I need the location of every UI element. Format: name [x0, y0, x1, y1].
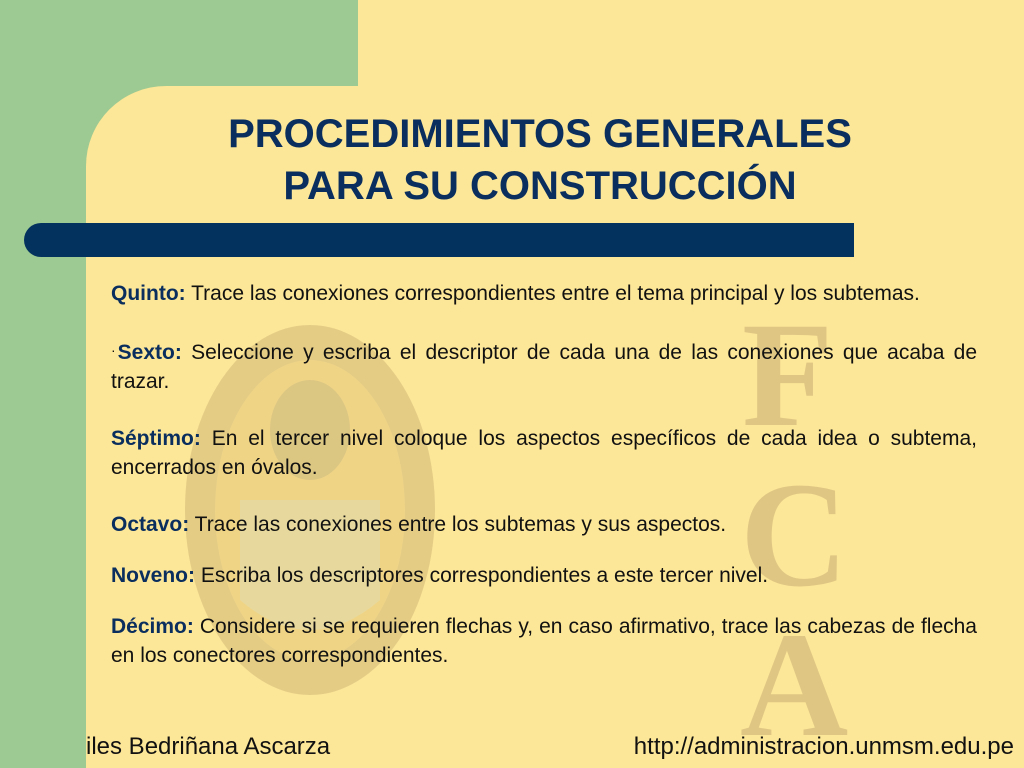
step-label: Quinto:	[111, 282, 186, 305]
step-decimo	[111, 612, 977, 670]
left-green-strip	[0, 0, 86, 768]
step-text: Trace las conexiones entre los subtemas y sus aspectos.	[189, 513, 727, 536]
step-noveno	[111, 561, 977, 590]
step-text: Trace las conexiones correspondientes entre el tema principal y los subtemas.	[185, 282, 920, 305]
title-line-1: PROCEDIMIENTOS GENERALES	[228, 112, 852, 156]
step-quinto	[111, 279, 977, 308]
title-divider-bar	[24, 223, 854, 257]
step-label: Sexto:	[117, 341, 182, 364]
step-sexto	[111, 336, 977, 396]
top-green-band	[0, 0, 358, 86]
title-line-2: PARA SU CONSTRUCCIÓN	[283, 164, 797, 208]
step-text: En el tercer nivel coloque los aspectos específicos de cada idea o subtema, encerrados en óvalos.	[111, 427, 977, 479]
step-label: Octavo:	[111, 513, 190, 536]
step-octavo	[111, 510, 977, 539]
step-text: Seleccione y escriba el descriptor de cada una de las conexiones que acaba de trazar.	[111, 341, 977, 393]
step-text: Considere si se requieren flechas y, en caso afirmativo, trace las cabezas de flecha en los conectores correspondientes.	[111, 615, 977, 667]
steps-list	[111, 279, 977, 698]
step-septimo	[111, 424, 977, 482]
watermark-letter-f: F	[742, 292, 834, 458]
watermark-letter-c: C	[740, 452, 849, 618]
footer-url[interactable]: http://administracion.unmsm.edu.pe	[633, 733, 1014, 760]
step-label: Séptimo:	[111, 427, 201, 450]
watermark-letter-a: A	[740, 602, 849, 768]
step-text: Escriba los descriptores correspondientes a este tercer nivel.	[195, 564, 769, 587]
step-label: Décimo:	[111, 615, 194, 638]
footer-author: iles Bedriñana Ascarza	[86, 733, 331, 760]
bullet-dot: ·	[111, 342, 116, 358]
slide-title	[120, 108, 960, 212]
step-label: Noveno:	[111, 564, 195, 587]
